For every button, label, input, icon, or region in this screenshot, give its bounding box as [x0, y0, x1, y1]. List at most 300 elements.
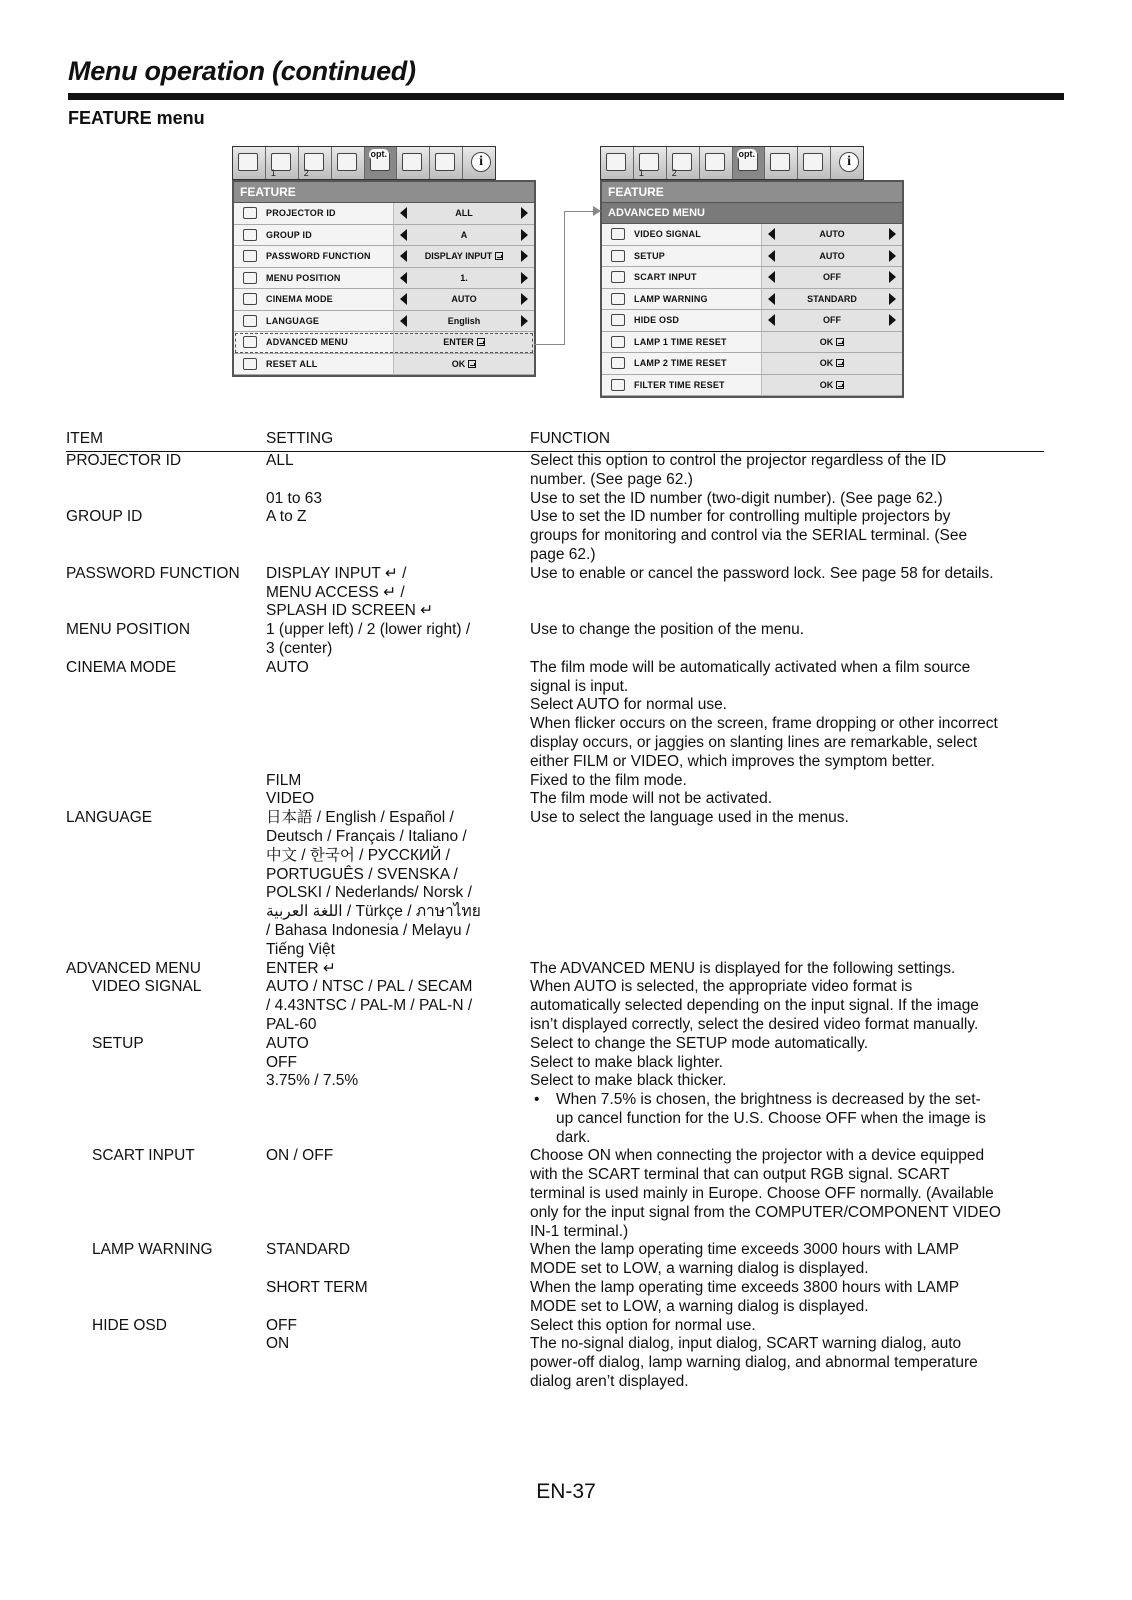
- left-arrow-icon[interactable]: [400, 250, 407, 262]
- function-line: When flicker occurs on the screen, frame dropping or other incorrect: [530, 715, 998, 733]
- menu-tab[interactable]: [634, 147, 667, 179]
- section-title: FEATURE menu: [68, 108, 205, 128]
- left-arrow-icon[interactable]: [400, 229, 407, 241]
- value-label: DISPLAY INPUT: [424, 251, 493, 262]
- bullet-note: [530, 1091, 1044, 1147]
- connector-line: [534, 344, 564, 345]
- advanced-menu-panel: [600, 180, 904, 398]
- menu-item-icon: [234, 246, 266, 267]
- value-text: [775, 337, 889, 347]
- menu-item-value[interactable]: [762, 375, 902, 396]
- info-icon: i: [471, 152, 491, 172]
- item-cell: GROUP ID: [66, 508, 143, 526]
- bullet-line: dark.: [556, 1128, 591, 1146]
- menu-item-glyph: [611, 379, 625, 391]
- table-row: [66, 960, 1044, 979]
- osd-header: FEATURE: [602, 182, 902, 203]
- setting-line: DISPLAY INPUT ↵ /: [266, 564, 407, 582]
- opt-label: opt.: [738, 149, 755, 159]
- menu-tab[interactable]: [332, 147, 365, 179]
- setting-line: Tiếng Việt: [266, 940, 335, 958]
- item-cell: [66, 1335, 266, 1391]
- value-label: OK: [819, 379, 834, 390]
- item-cell: PASSWORD FUNCTION: [66, 564, 240, 582]
- function-line: MODE set to LOW, a warning dialog is displayed.: [530, 1260, 869, 1278]
- table-row: [66, 1335, 1044, 1391]
- function-cell: [530, 1035, 1044, 1054]
- setting-cell: [266, 1054, 530, 1073]
- setting-cell: [266, 1072, 530, 1147]
- connector-arrowhead: [593, 206, 601, 216]
- function-cell: [530, 1241, 1044, 1279]
- function-cell: [530, 565, 1044, 621]
- function-line: Choose ON when connecting the projector with a device equipped: [530, 1147, 985, 1165]
- function-line: IN-1 terminal.): [530, 1222, 629, 1240]
- value-text: [407, 316, 521, 326]
- item-cell: [66, 1054, 266, 1073]
- installation-icon: [705, 153, 725, 171]
- setting-cell: [266, 659, 530, 772]
- function-line: Use to change the position of the menu.: [530, 621, 805, 639]
- value-text: [407, 230, 521, 240]
- osd-header: FEATURE: [234, 182, 534, 203]
- right-arrow-icon[interactable]: [521, 207, 528, 219]
- function-cell: [530, 1072, 1044, 1147]
- left-arrow-icon[interactable]: [400, 315, 407, 327]
- osd-menu-row[interactable]: [234, 268, 534, 290]
- table-row: [66, 452, 1044, 490]
- function-cell: [530, 809, 1044, 959]
- function-line: Select this option for normal use.: [530, 1316, 756, 1334]
- menu-tab[interactable]: [733, 147, 766, 179]
- item-cell: [66, 1279, 266, 1317]
- value-text: [407, 294, 521, 304]
- function-line: MODE set to LOW, a warning dialog is displayed.: [530, 1297, 869, 1315]
- function-cell: [530, 1279, 1044, 1317]
- osd-menu-row[interactable]: [234, 311, 534, 333]
- right-arrow-icon[interactable]: [889, 228, 896, 240]
- info-icon: i: [839, 152, 859, 172]
- menu-item-value[interactable]: [394, 354, 534, 375]
- setting-cell: [266, 490, 530, 509]
- menu-tab[interactable]: [233, 147, 266, 179]
- menu-tab[interactable]: [601, 147, 634, 179]
- setting-line: 1 (upper left) / 2 (lower right) /: [266, 621, 471, 639]
- right-arrow-icon[interactable]: [521, 315, 528, 327]
- value-label: STANDARD: [807, 293, 857, 304]
- right-arrow-icon[interactable]: [889, 250, 896, 262]
- menu-item-glyph: [243, 315, 257, 327]
- menu-tab[interactable]: [700, 147, 733, 179]
- value-text: [775, 272, 889, 282]
- setting-cell: [266, 621, 530, 659]
- menu-item-value[interactable]: [762, 246, 902, 267]
- value-label: AUTO: [451, 294, 477, 305]
- menu-item-icon: [234, 332, 266, 353]
- table-row: [66, 1072, 1044, 1147]
- setting-line: OFF: [266, 1316, 297, 1334]
- menu-tab[interactable]: [397, 147, 430, 179]
- function-cell: [530, 978, 1044, 1034]
- setting-cell: [266, 1335, 530, 1391]
- item-cell: SETUP: [92, 1034, 144, 1052]
- function-line: terminal is used mainly in Europe. Choose OFF normally. (Available: [530, 1185, 994, 1203]
- value-text: [407, 359, 521, 369]
- menu-item-icon: [602, 332, 634, 353]
- menu-item-glyph: [243, 293, 257, 305]
- setting-line: ON / OFF: [266, 1147, 334, 1165]
- setting-line: POLSKI / Nederlands/ Norsk /: [266, 884, 472, 902]
- setting-line: AUTO: [266, 1034, 309, 1052]
- function-line: The film mode will be automatically activated when a film source: [530, 658, 971, 676]
- function-cell: [530, 1147, 1044, 1241]
- function-cell: [530, 452, 1044, 490]
- setting-cell: [266, 1317, 530, 1336]
- value-label: 1.: [460, 272, 468, 283]
- setting-cell: [266, 1147, 530, 1241]
- value-label: OK: [819, 336, 834, 347]
- osd-menu-row[interactable]: [602, 224, 902, 246]
- menu-item-value[interactable]: [762, 332, 902, 353]
- menu-item-label: LANGUAGE: [266, 311, 394, 332]
- function-line: only for the input signal from the COMPUTER/COMPONENT VIDEO: [530, 1203, 1001, 1221]
- enter-icon: [468, 360, 476, 368]
- right-arrow-icon[interactable]: [521, 250, 528, 262]
- setting-line: 3.75% / 7.5%: [266, 1072, 359, 1090]
- osd-menu-row[interactable]: [234, 246, 534, 268]
- setting-line: VIDEO: [266, 790, 315, 808]
- function-cell: [530, 508, 1044, 564]
- menu-item-glyph: [611, 357, 625, 369]
- menu-item-label: LAMP 2 TIME RESET: [634, 353, 762, 374]
- function-cell: [530, 490, 1044, 509]
- value-text: [775, 251, 889, 261]
- enter-icon: [836, 338, 844, 346]
- setting-line: MENU ACCESS ↵ /: [266, 583, 405, 601]
- menu-item-icon: [234, 268, 266, 289]
- item-cell: [66, 772, 266, 791]
- menu-item-glyph: [611, 271, 625, 283]
- installation-icon: [337, 153, 357, 171]
- menu-item-label: SETUP: [634, 246, 762, 267]
- value-text: [407, 337, 521, 347]
- menu-item-icon: [602, 224, 634, 245]
- setting-line: 中文 / 한국어 / РУССКИЙ /: [266, 846, 450, 864]
- connector-arrow: [564, 211, 596, 212]
- menu-item-value[interactable]: [762, 310, 902, 331]
- menu-tab-bar: [232, 146, 496, 180]
- setting-cell: [266, 978, 530, 1034]
- function-line: power-off dialog, lamp warning dialog, and abnormal temperature: [530, 1354, 978, 1372]
- menu-item-label: MENU POSITION: [266, 268, 394, 289]
- menu-item-icon: [602, 353, 634, 374]
- function-cell: [530, 790, 1044, 809]
- menu-item-glyph: [611, 314, 625, 326]
- setting-cell: [266, 809, 530, 959]
- menu-item-value[interactable]: [394, 311, 534, 332]
- menu-tab[interactable]: [299, 147, 332, 179]
- value-label: OK: [819, 358, 834, 369]
- function-line: The ADVANCED MENU is displayed for the following settings.: [530, 959, 956, 977]
- item-cell: HIDE OSD: [92, 1316, 167, 1334]
- setting-line: OFF: [266, 1053, 297, 1071]
- function-line: groups for monitoring and control via the SERIAL terminal. (See: [530, 527, 968, 545]
- image-adjust-icon: [606, 153, 626, 171]
- feature-table: [66, 430, 1044, 1392]
- table-row: [66, 659, 1044, 772]
- setting-line: AUTO: [266, 658, 309, 676]
- setting-line: FILM: [266, 771, 302, 789]
- menu-item-label: VIDEO SIGNAL: [634, 224, 762, 245]
- menu-item-glyph: [243, 250, 257, 262]
- function-cell: [530, 1054, 1044, 1073]
- signal-icon: [803, 153, 823, 171]
- function-line: Select this option to control the projector regardless of the ID: [530, 452, 947, 469]
- setting-cell: [266, 772, 530, 791]
- value-label: ENTER: [443, 337, 474, 348]
- page-number: EN-37: [536, 1480, 596, 1503]
- function-line: isn’t displayed correctly, select the desired video format manually.: [530, 1015, 979, 1033]
- function-cell: [530, 1317, 1044, 1336]
- function-line: When the lamp operating time exceeds 3800 hours with LAMP: [530, 1279, 960, 1297]
- item-cell: PROJECTOR ID: [66, 452, 182, 469]
- left-arrow-icon[interactable]: [400, 207, 407, 219]
- setting-cell: [266, 790, 530, 809]
- value-label: OFF: [823, 272, 841, 283]
- tab-number: 2: [303, 168, 309, 178]
- item-cell: ADVANCED MENU: [66, 959, 201, 977]
- menu-item-icon: [234, 203, 266, 224]
- function-cell: [530, 1335, 1044, 1391]
- menu-item-label: LAMP 1 TIME RESET: [634, 332, 762, 353]
- left-arrow-icon[interactable]: [768, 228, 775, 240]
- value-text: [407, 273, 521, 283]
- setting-line: ALL: [266, 452, 294, 469]
- value-label: A: [460, 229, 468, 240]
- menu-tab[interactable]: [430, 147, 463, 179]
- function-line: Select to make black lighter.: [530, 1053, 723, 1071]
- menu-item-label: LAMP WARNING: [634, 289, 762, 310]
- setting-line: PORTUGUÊS / SVENSKA /: [266, 865, 458, 883]
- item-cell: [66, 790, 266, 809]
- bullet-line: up cancel function for the U.S. Choose OFF when the image is: [556, 1109, 986, 1127]
- setting-cell: [266, 1241, 530, 1279]
- setting-line: اللغة العربية / Türkçe / ภาษาไทย: [266, 903, 481, 921]
- value-text: [407, 208, 521, 218]
- item-cell: MENU POSITION: [66, 621, 191, 639]
- setting-cell: [266, 565, 530, 621]
- left-arrow-icon[interactable]: [768, 293, 775, 305]
- menu-item-glyph: [611, 228, 625, 240]
- connector-line: [564, 211, 565, 345]
- function-cell: [530, 659, 1044, 772]
- function-line: signal is input.: [530, 677, 629, 695]
- menu-item-value[interactable]: [762, 224, 902, 245]
- osd-menu-row[interactable]: [602, 289, 902, 311]
- left-arrow-icon[interactable]: [768, 250, 775, 262]
- osd-menu-row[interactable]: [234, 332, 534, 354]
- value-text: [775, 358, 889, 368]
- function-line: Select to change the SETUP mode automatically.: [530, 1034, 869, 1052]
- item-cell: CINEMA MODE: [66, 658, 177, 676]
- menu-item-value[interactable]: [762, 289, 902, 310]
- signal-icon: [435, 153, 455, 171]
- setting-line: Deutsch / Français / Italiano /: [266, 827, 467, 845]
- value-text: [775, 315, 889, 325]
- menu-tab[interactable]: [831, 147, 863, 179]
- menu-item-icon: [602, 375, 634, 396]
- menu-item-value[interactable]: [394, 289, 534, 310]
- enter-icon: [477, 338, 485, 346]
- osd-menu-row[interactable]: [602, 310, 902, 332]
- table-row: [66, 508, 1044, 564]
- item-cell: LAMP WARNING: [92, 1241, 213, 1259]
- osd-menu-row[interactable]: [602, 375, 902, 397]
- value-label: OK: [451, 358, 466, 369]
- left-arrow-icon[interactable]: [400, 272, 407, 284]
- menu-item-label: SCART INPUT: [634, 267, 762, 288]
- menu-tab[interactable]: [463, 147, 495, 179]
- title-rule: [68, 93, 1064, 100]
- value-text: [775, 294, 889, 304]
- bullet-line: When 7.5% is chosen, the brightness is decreased by the set-: [556, 1091, 981, 1109]
- function-line: Use to select the language used in the menus.: [530, 809, 849, 827]
- menu-item-icon: [602, 310, 634, 331]
- right-arrow-icon[interactable]: [521, 272, 528, 284]
- menu-item-label: GROUP ID: [266, 225, 394, 246]
- menu-item-label: PASSWORD FUNCTION: [266, 246, 394, 267]
- setting-line: ENTER ↵: [266, 959, 336, 977]
- right-arrow-icon[interactable]: [521, 293, 528, 305]
- opt-label: opt.: [370, 149, 387, 159]
- menu-item-value[interactable]: [394, 225, 534, 246]
- value-text: [407, 251, 521, 261]
- table-row: [66, 1147, 1044, 1241]
- menu-item-value[interactable]: [394, 203, 534, 224]
- function-cell: [530, 960, 1044, 979]
- menu-tab[interactable]: [667, 147, 700, 179]
- setting-line: PAL-60: [266, 1015, 317, 1033]
- feature-icon: [402, 153, 422, 171]
- osd-menu-row[interactable]: [234, 203, 534, 225]
- function-line: Select AUTO for normal use.: [530, 696, 727, 714]
- osd-menu-row[interactable]: [602, 267, 902, 289]
- header-item: ITEM: [66, 430, 104, 447]
- menu-item-glyph: [243, 207, 257, 219]
- menu-item-value[interactable]: [762, 267, 902, 288]
- menu-item-label: HIDE OSD: [634, 310, 762, 331]
- menu-item-label: RESET ALL: [266, 354, 394, 375]
- function-line: Use to set the ID number (two-digit number). (See page 62.): [530, 489, 943, 507]
- item-cell: [66, 1072, 266, 1147]
- tab-number: 1: [638, 168, 644, 178]
- table-row: [66, 809, 1044, 959]
- function-line: The film mode will not be activated.: [530, 790, 773, 808]
- table-row: [66, 1279, 1044, 1317]
- function-line: When the lamp operating time exceeds 3000 hours with LAMP: [530, 1241, 960, 1259]
- osd-menu-row[interactable]: [602, 353, 902, 375]
- right-arrow-icon[interactable]: [889, 293, 896, 305]
- menu-item-glyph: [243, 229, 257, 241]
- table-row: [66, 1054, 1044, 1073]
- setting-line: SHORT TERM: [266, 1279, 368, 1297]
- osd-menu-row[interactable]: [234, 225, 534, 247]
- setting-line: 日本語 / English / Español /: [266, 809, 454, 827]
- osd-menu-row[interactable]: [602, 246, 902, 268]
- bullet-icon: •: [534, 1091, 540, 1109]
- feature-icon: [770, 153, 790, 171]
- menu-tab[interactable]: [365, 147, 398, 179]
- value-label: ALL: [455, 208, 473, 219]
- page-title: Menu operation (continued): [68, 56, 416, 86]
- setting-line: ON: [266, 1335, 290, 1353]
- menu-item-icon: [602, 267, 634, 288]
- enter-icon: [836, 381, 844, 389]
- table-row: [66, 621, 1044, 659]
- setting-line: SPLASH ID SCREEN ↵: [266, 602, 434, 620]
- header-setting: SETTING: [266, 430, 334, 447]
- menu-item-value[interactable]: [394, 246, 534, 267]
- setting-cell: [266, 452, 530, 490]
- left-arrow-icon[interactable]: [768, 271, 775, 283]
- table-row: [66, 790, 1044, 809]
- setting-cell: [266, 508, 530, 564]
- enter-icon: [836, 359, 844, 367]
- menu-item-value[interactable]: [394, 332, 534, 353]
- value-label: English: [447, 315, 481, 326]
- setting-line: STANDARD: [266, 1241, 351, 1259]
- menu-item-icon: [234, 354, 266, 375]
- setting-line: A to Z: [266, 508, 307, 526]
- value-label: OFF: [823, 315, 841, 326]
- function-line: Use to set the ID number for controlling multiple projectors by: [530, 508, 951, 526]
- menu-tab[interactable]: [266, 147, 299, 179]
- menu-item-label: ADVANCED MENU: [266, 332, 394, 353]
- menu-tab[interactable]: [798, 147, 831, 179]
- function-line: either FILM or VIDEO, which improves the symptom better.: [530, 752, 935, 770]
- table-row: [66, 1241, 1044, 1279]
- right-arrow-icon[interactable]: [521, 229, 528, 241]
- right-arrow-icon[interactable]: [889, 314, 896, 326]
- menu-item-icon: [602, 289, 634, 310]
- table-row: [66, 772, 1044, 791]
- image-adjust-icon: [238, 153, 258, 171]
- menu-tab[interactable]: [765, 147, 798, 179]
- table-row: [66, 978, 1044, 1034]
- function-line: with the SCART terminal that can output RGB signal. SCART: [530, 1166, 950, 1184]
- osd-menu-row[interactable]: [602, 332, 902, 354]
- table-row: [66, 1317, 1044, 1336]
- function-line: display occurs, or jaggies on slanting lines are remarkable, select: [530, 733, 978, 751]
- osd-menu-row[interactable]: [234, 289, 534, 311]
- menu-item-glyph: [243, 336, 257, 348]
- function-line: When AUTO is selected, the appropriate video format is: [530, 978, 913, 996]
- right-arrow-icon[interactable]: [889, 271, 896, 283]
- item-cell: VIDEO SIGNAL: [92, 978, 202, 996]
- menu-item-icon: [234, 289, 266, 310]
- function-line: automatically selected depending on the input signal. If the image: [530, 997, 979, 1015]
- left-arrow-icon[interactable]: [400, 293, 407, 305]
- setting-line: / 4.43NTSC / PAL-M / PAL-N /: [266, 997, 473, 1015]
- tab-number: 1: [270, 168, 276, 178]
- left-arrow-icon[interactable]: [768, 314, 775, 326]
- setting-line: AUTO / NTSC / PAL / SECAM: [266, 978, 473, 996]
- setting-cell: [266, 960, 530, 979]
- menu-item-value[interactable]: [762, 353, 902, 374]
- menu-item-value[interactable]: [394, 268, 534, 289]
- item-cell: [66, 490, 266, 509]
- osd-menu-row[interactable]: [234, 354, 534, 376]
